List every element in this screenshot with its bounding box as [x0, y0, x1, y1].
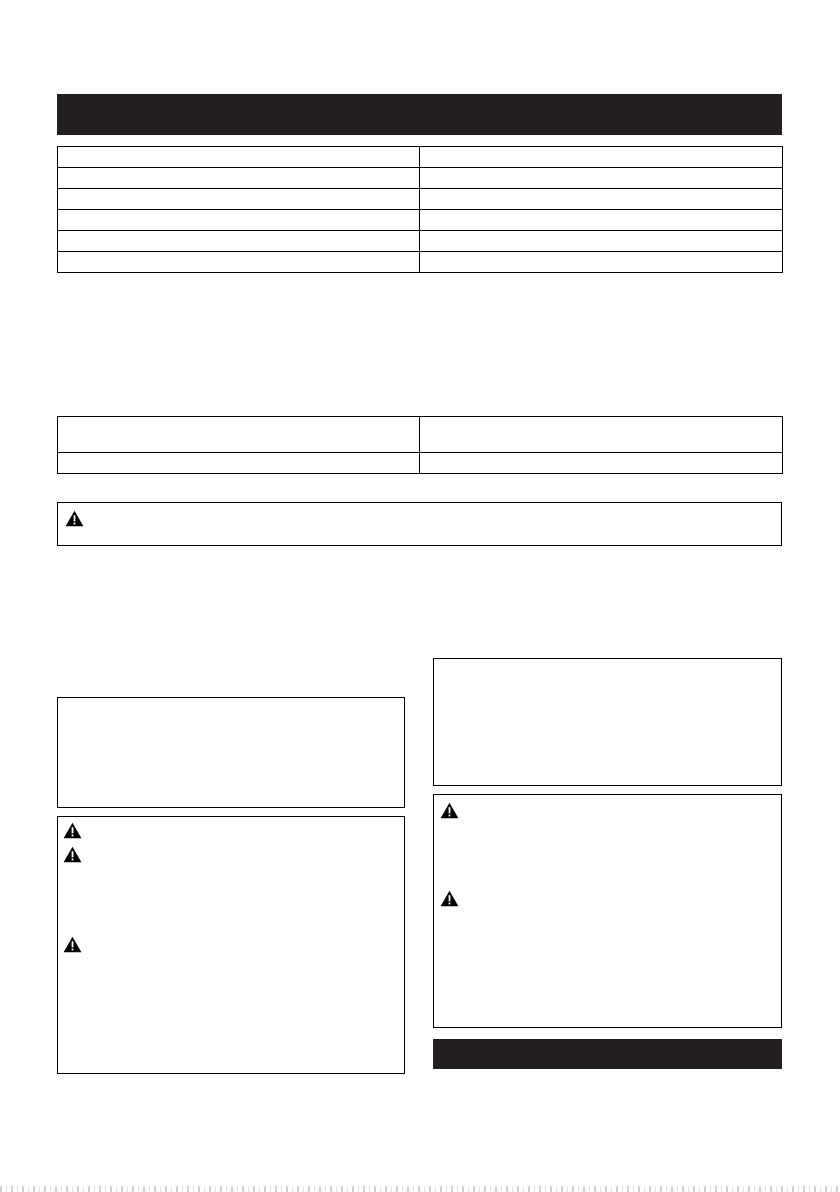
table-cell [420, 252, 783, 273]
table-cell [420, 147, 783, 168]
table-cell [58, 147, 420, 168]
notice-box-right [433, 658, 782, 786]
warning-box-right [433, 794, 782, 1028]
warning-triangle-icon [63, 846, 82, 863]
section-header-bar-bottom [433, 1039, 782, 1069]
table-row [58, 168, 783, 189]
table-cell [58, 453, 420, 474]
table-row [58, 417, 783, 453]
table-cell [420, 189, 783, 210]
notice-box-left [57, 697, 405, 808]
warning-triangle-icon [440, 802, 459, 819]
warning-triangle-icon [65, 510, 84, 527]
warning-box-left [57, 816, 405, 1074]
scan-edge-artifact [0, 1186, 840, 1192]
table-row [58, 147, 783, 168]
table-row [58, 189, 783, 210]
table-cell [420, 210, 783, 231]
table-cell [420, 417, 783, 453]
table-cell [58, 417, 420, 453]
table-cell [58, 210, 420, 231]
table-row [58, 453, 783, 474]
table-cell [58, 252, 420, 273]
table-cell [58, 189, 420, 210]
table-row [58, 210, 783, 231]
specifications-table [57, 146, 783, 273]
table-cell [420, 453, 783, 474]
section-header-bar [57, 94, 782, 135]
table-cell [58, 168, 420, 189]
table-cell [58, 231, 420, 252]
table-row [58, 231, 783, 252]
warning-triangle-icon [63, 936, 82, 953]
table-cell [420, 168, 783, 189]
warning-triangle-icon [63, 822, 82, 839]
warning-box-wide [57, 502, 782, 546]
table-row [58, 252, 783, 273]
warning-triangle-icon [440, 890, 459, 907]
table-cell [420, 231, 783, 252]
secondary-table [57, 416, 783, 474]
